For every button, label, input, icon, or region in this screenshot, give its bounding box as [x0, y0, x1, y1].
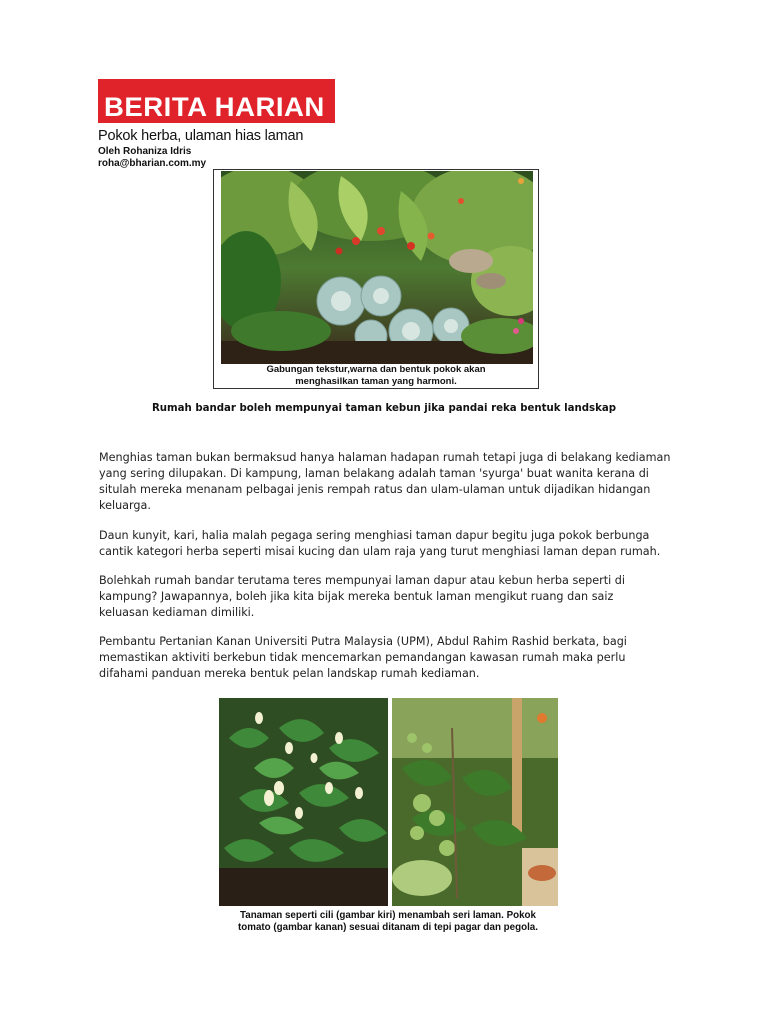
plants-photo-caption: [200, 910, 576, 934]
paragraph-line: Pembantu Pertanian Kanan Universiti Putra Malaysia (UPM), Abdul Rahim Rashid berkata, bagi: [99, 635, 627, 648]
paragraph-line: difahami panduan mereka bentuk pelan landskap rumah kediaman.: [99, 667, 480, 680]
paragraph-4: [99, 634, 719, 682]
masthead-logo-text: BERITA HARIAN: [104, 92, 325, 122]
garden-figure: [213, 169, 539, 389]
paragraph-1: [99, 450, 719, 514]
garden-photo: [221, 171, 533, 364]
paragraph-line: keluasan kediaman dimiliki.: [99, 606, 255, 619]
paragraph-line: yang sering dilupakan. Di kampung, laman belakang adalah taman 'syurga' buat wanita kerana di: [99, 467, 649, 480]
article-headline: Pokok herba, ulaman hias laman: [98, 128, 304, 144]
garden-caption-line-1: Gabungan tekstur,warna dan bentuk pokok akan: [266, 364, 486, 375]
paragraph-2: [99, 528, 719, 560]
article-subheading: Rumah bandar boleh mempunyai taman kebun jika pandai reka bentuk landskap: [151, 403, 617, 414]
garden-photo-caption: [214, 364, 538, 388]
paragraph-line: cantik kategori herba seperti misai kucing dan ulam raja yang turut menghiasi laman depan rumah.: [99, 545, 661, 558]
plants-caption-line-2: tomato (gambar kanan) sesuai ditanam di tepi pagar dan pegola.: [238, 922, 538, 933]
plants-caption-line-1: Tanaman seperti cili (gambar kiri) menambah seri laman. Pokok: [239, 910, 536, 921]
article-byline: Oleh Rohaniza Idris: [98, 146, 192, 157]
paragraph-line: kampung? Jawapannya, boleh jika kita bijak mereka bentuk laman mengikut ruang dan saiz: [99, 590, 614, 603]
paragraph-line: situlah mereka menanam pelbagai jenis rempah ratus dan ulam-ulaman untuk dijadikan hidangan: [99, 483, 651, 496]
newspaper-masthead: [98, 79, 335, 123]
garden-caption-line-2: menghasilkan taman yang harmoni.: [295, 376, 457, 387]
author-email: roha@bharian.com.my: [98, 158, 207, 169]
paragraph-line: Daun kunyit, kari, halia malah pegaga sering menghiasi taman dapur begitu juga pokok berbunga: [99, 529, 650, 542]
tomato-plant-photo: [392, 698, 558, 906]
paragraph-line: memastikan aktiviti berkebun tidak mencemarkan pemandangan kawasan rumah maka perlu: [99, 651, 626, 664]
paragraph-line: keluarga.: [99, 499, 151, 512]
paragraph-line: Menghias taman bukan bermaksud hanya halaman hadapan rumah tetapi juga di belakang kediaman: [99, 451, 671, 464]
chili-plant-photo: [219, 698, 388, 906]
paragraph-line: Bolehkah rumah bandar terutama teres mempunyai laman dapur atau kebun herba seperti di: [99, 574, 625, 587]
paragraph-3: [99, 573, 719, 621]
